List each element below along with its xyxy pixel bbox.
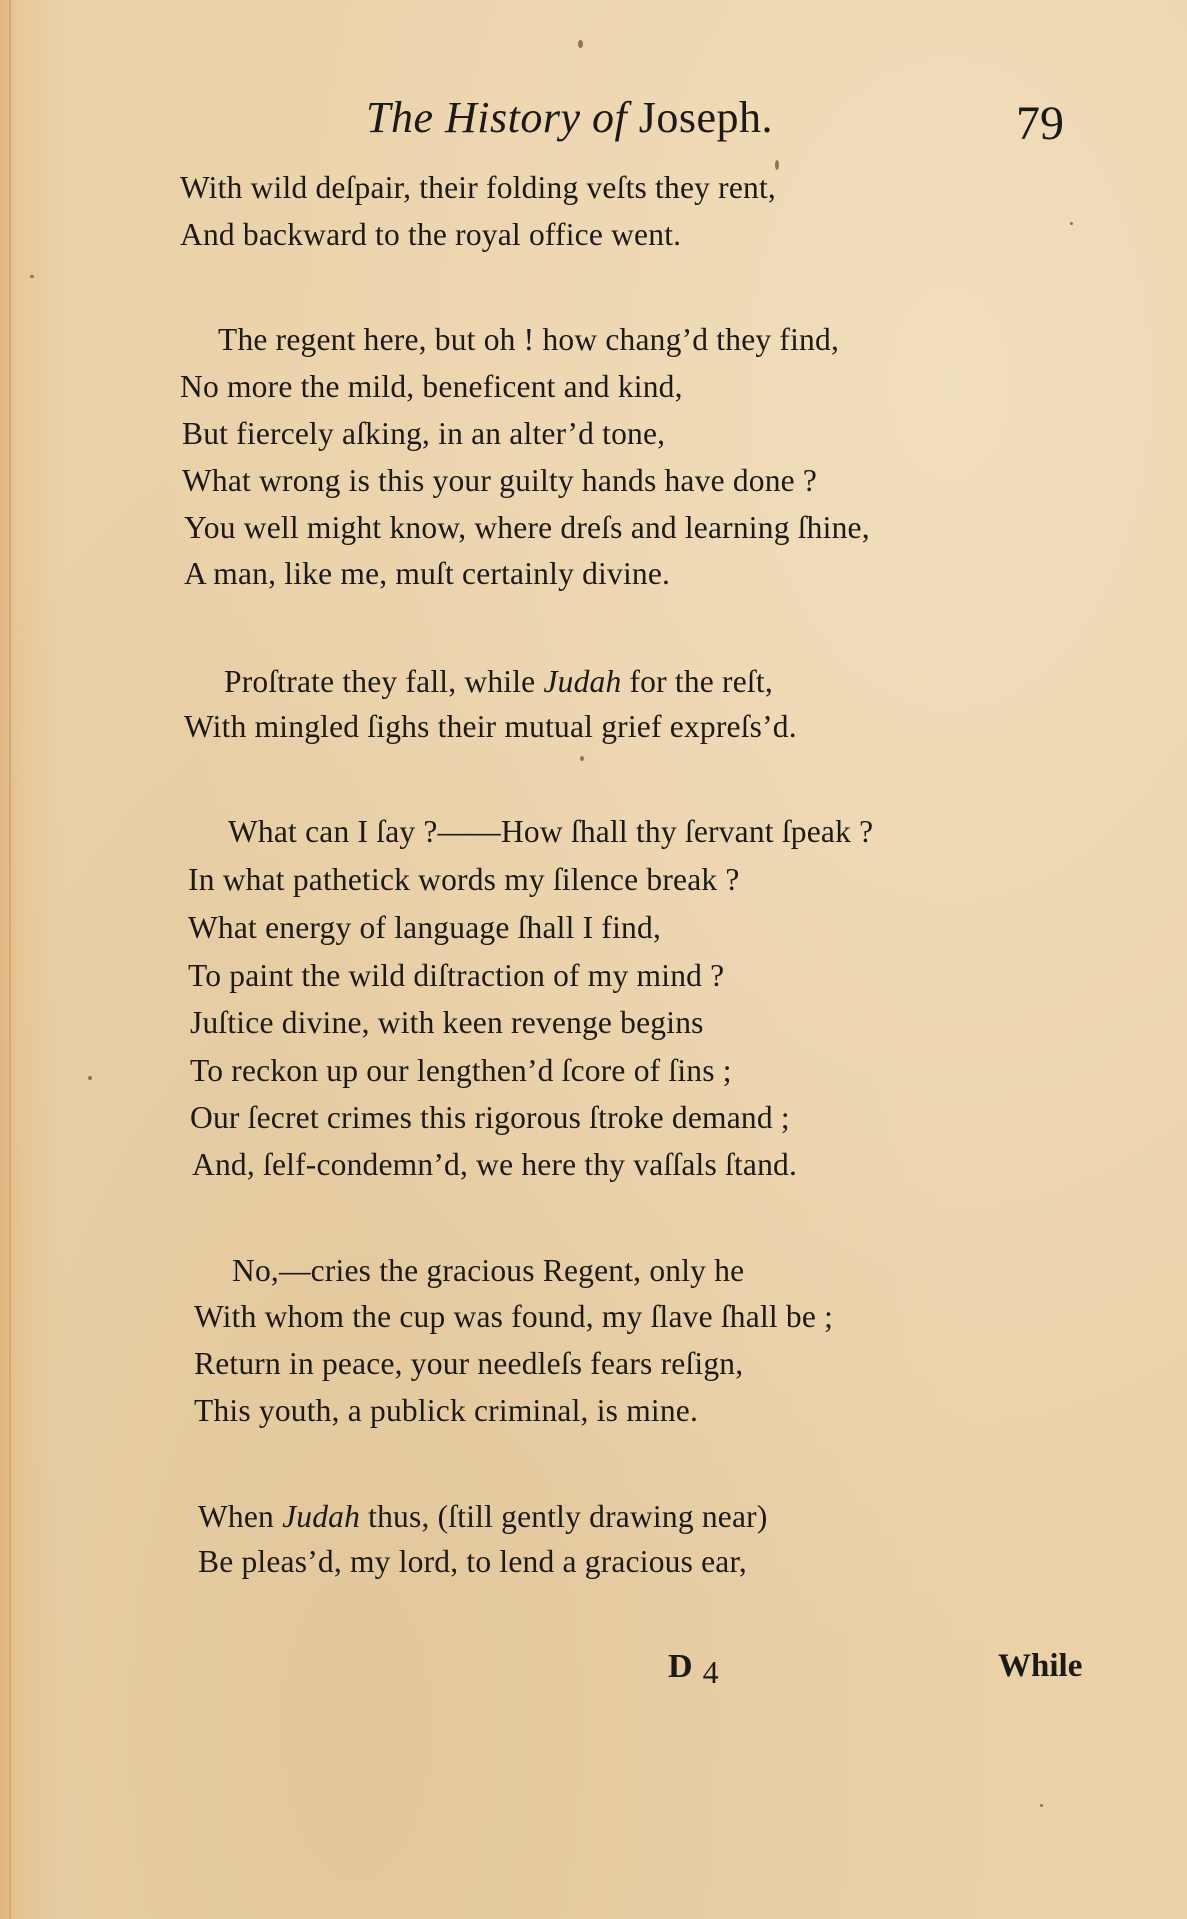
verse-line: What can I ſay ?——How ſhall thy ſervant ſpeak ? (228, 814, 874, 849)
signature-number: 4 (702, 1654, 719, 1690)
verse-line: With whom the cup was found, my ſlave ſhall be ; (194, 1299, 834, 1334)
verse-line-with-italic (224, 658, 773, 705)
verse-line: And backward to the royal office went. (180, 217, 682, 252)
verse-line: No,—cries the gracious Regent, only he (232, 1253, 745, 1288)
signature-mark (668, 1648, 719, 1690)
verse-line: A man, like me, muſt certainly divine. (184, 556, 671, 591)
paper-speck (1040, 1804, 1043, 1807)
running-title-roman: Joseph. (638, 93, 774, 142)
verse-line: Juſtice divine, with keen revenge begins (190, 1005, 704, 1040)
paper-speck (88, 1076, 92, 1080)
verse-italic-name: Judah (282, 1499, 361, 1534)
running-title (366, 92, 773, 143)
verse-line: No more the mild, beneficent and kind, (180, 369, 683, 404)
verse-line: Our ſecret crimes this rigorous ſtroke demand ; (190, 1100, 790, 1135)
verse-line: The regent here, but oh ! how chang’d they find, (218, 322, 840, 357)
verse-text: When (198, 1499, 283, 1534)
catchword: While (998, 1648, 1083, 1684)
verse-line: But fiercely aſking, in an alter’d tone, (182, 416, 666, 451)
verse-line: To paint the wild diſtraction of my mind ? (188, 958, 725, 993)
verse-line: Return in peace, your needleſs fears reſign, (194, 1346, 744, 1381)
verse-line: In what pathetick words my ſilence break ? (188, 862, 740, 897)
verse-text: Proſtrate they fall, while (224, 664, 544, 699)
paper-speck (775, 160, 779, 170)
paper-speck (30, 275, 34, 278)
verse-line: With mingled ſighs their mutual grief expreſs’d. (184, 709, 797, 744)
signature-letter: D (668, 1648, 693, 1685)
page-number: 79 (1016, 97, 1064, 150)
verse-text: thus, (ſtill gently drawing near) (360, 1499, 768, 1534)
page-gutter-edge (9, 0, 11, 1919)
verse-line-with-italic (198, 1493, 768, 1540)
paper-speck (578, 40, 583, 48)
verse-line: And, ſelf-condemn’d, we here thy vaſſals ſtand. (192, 1147, 798, 1182)
verse-line: With wild deſpair, their folding veſts they rent, (180, 170, 777, 205)
running-head (366, 92, 1086, 148)
verse-line: What energy of language ſhall I find, (188, 910, 662, 945)
verse-line: To reckon up our lengthen’d ſcore of ſins ; (190, 1053, 732, 1088)
paper-speck (580, 756, 584, 761)
verse-text: for the reſt, (621, 664, 773, 699)
verse-italic-name: Judah (543, 664, 622, 699)
running-title-italic: The History of (366, 93, 628, 142)
verse-line: This youth, a publick criminal, is mine. (194, 1393, 699, 1428)
verse-line: What wrong is this your guilty hands have done ? (182, 463, 818, 498)
verse-line: You well might know, where dreſs and learning ſhine, (184, 510, 870, 545)
paper-speck (1070, 222, 1073, 225)
verse-line: Be pleas’d, my lord, to lend a gracious ear, (198, 1544, 747, 1579)
